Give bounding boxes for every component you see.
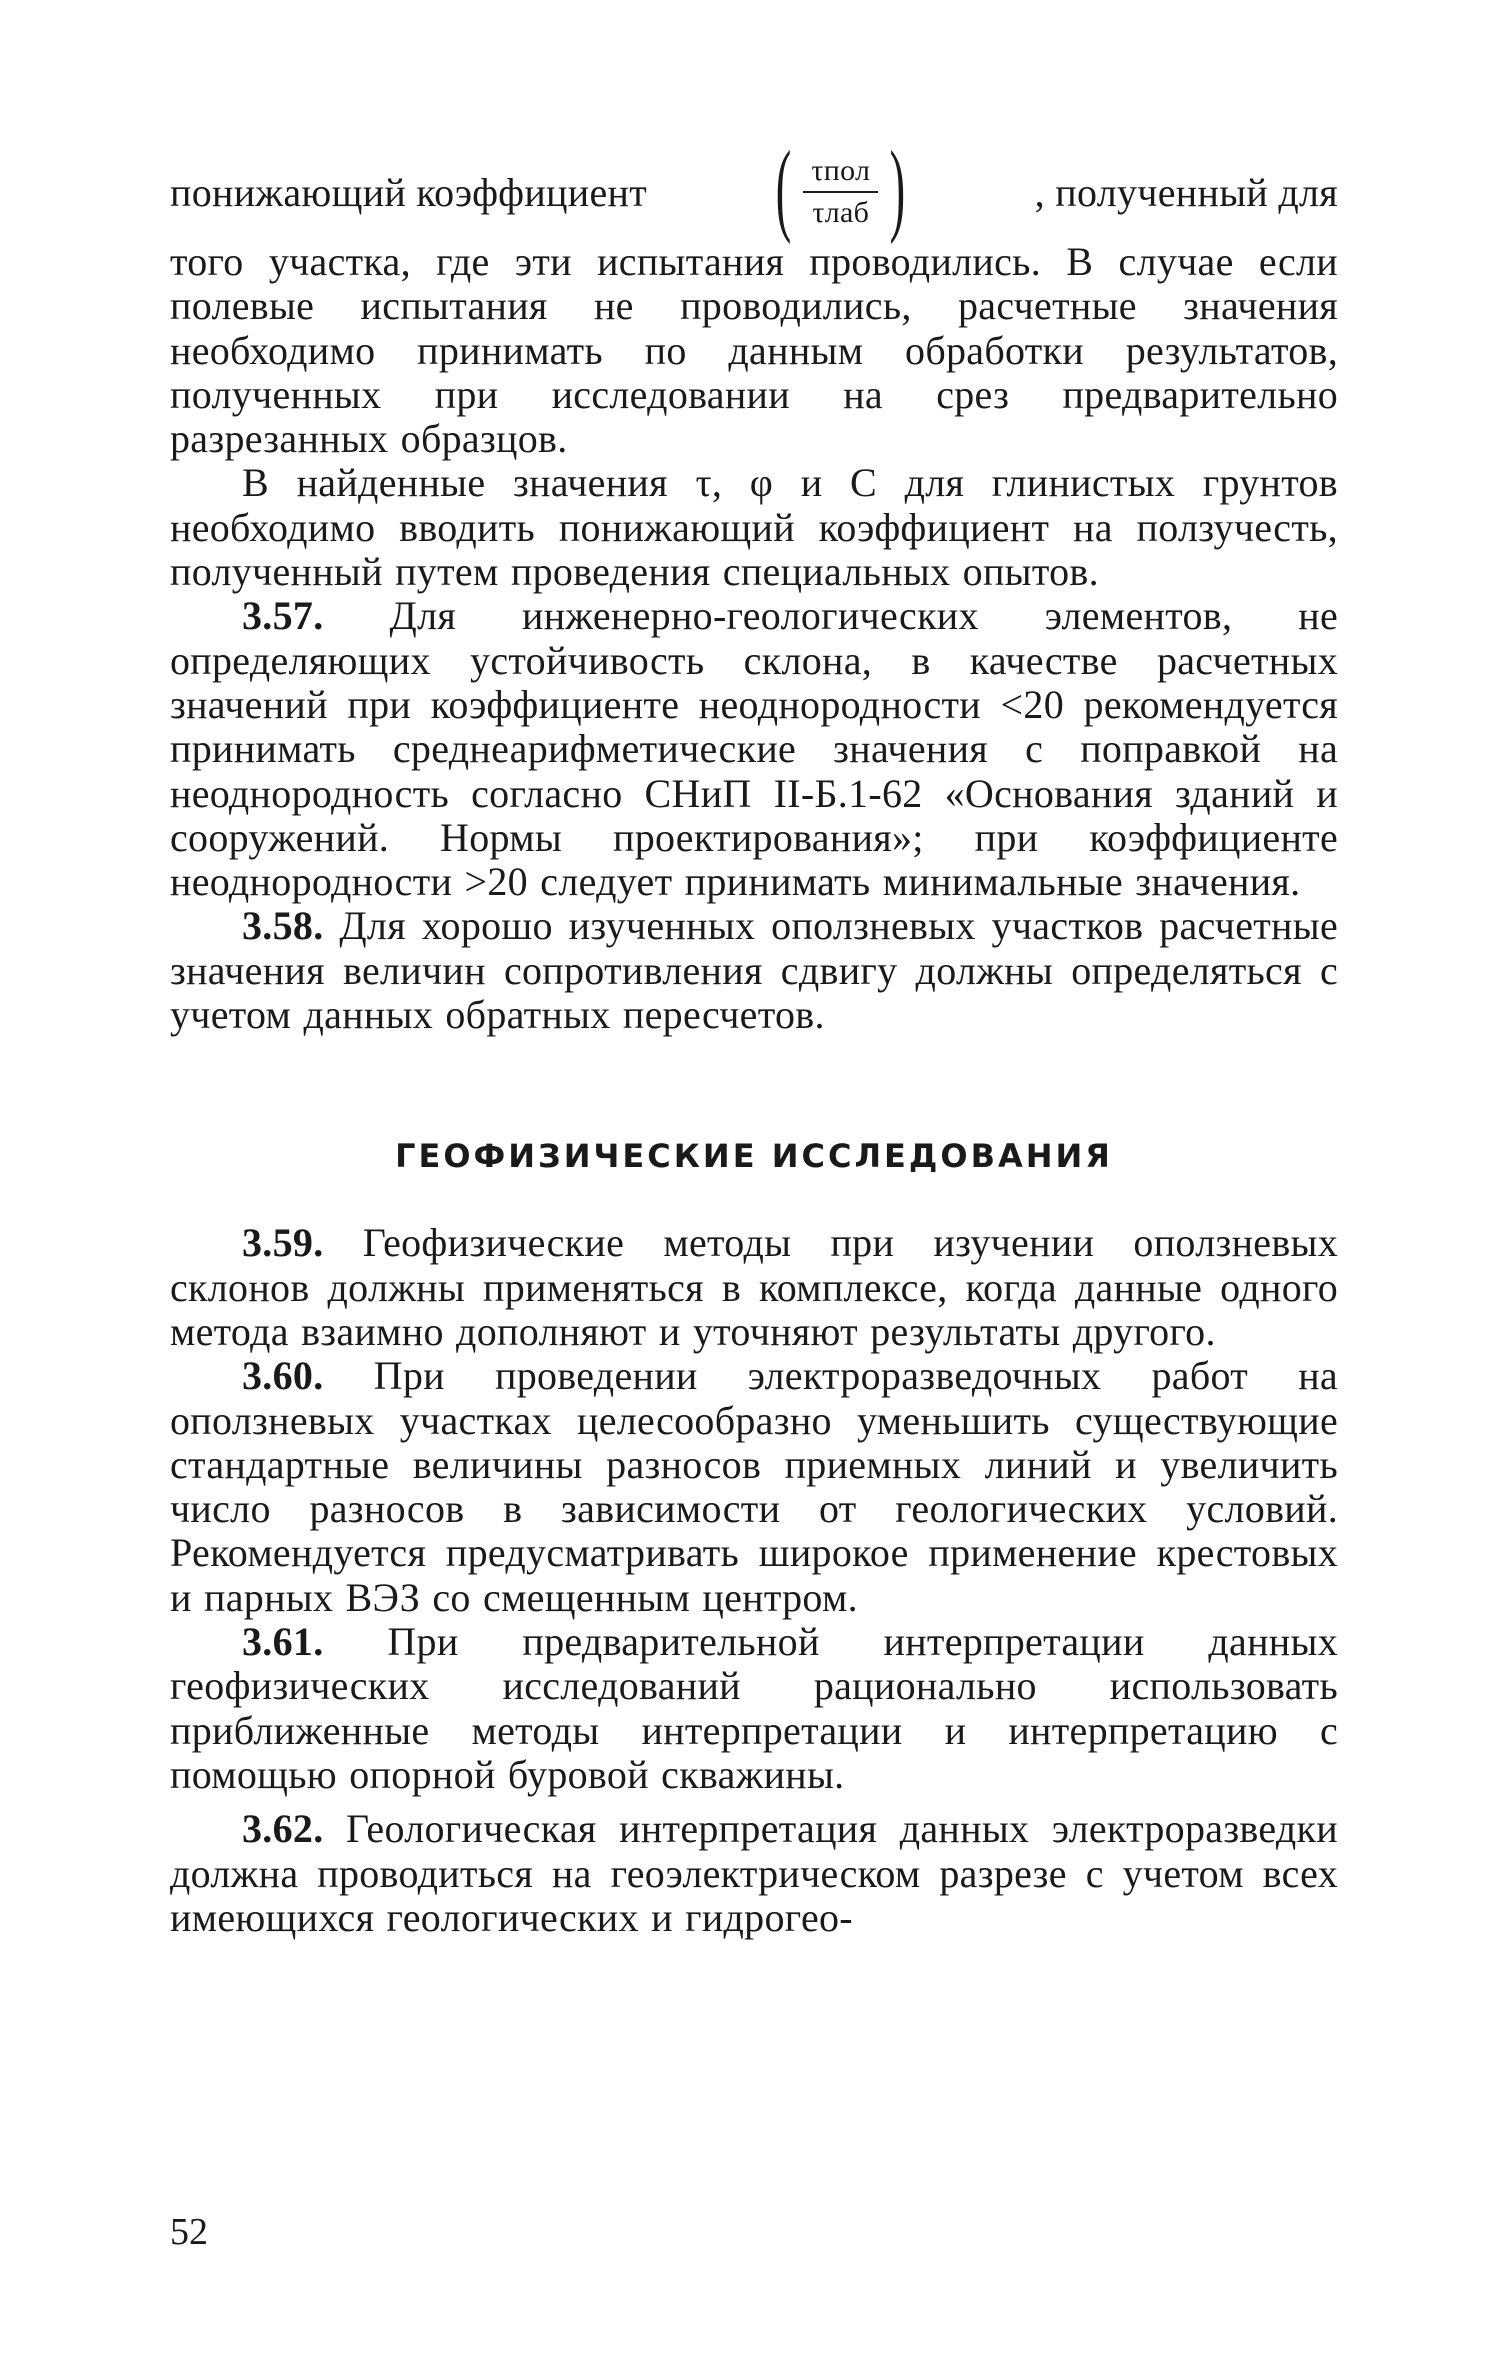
section-3-62 <box>170 1807 1338 1940</box>
section-text: При предварительной интерпретации данных геофизических исследований рационально использовать приближенные методы интерпретации и интерпретацию с помощью опорной буровой скважины. <box>170 1619 1338 1797</box>
intro-first-line <box>170 130 1338 245</box>
section-text: При проведении электроразведочных работ на оползневых участках целесообразно уменьшить существующие стандартные величины разносов приемных линий и увеличить число разносов в зависимости от геологических условий. Рекомендуется предусматривать широкое применение крестовых и парных ВЭЗ со смещенным центром. <box>170 1353 1338 1620</box>
fraction-denominator: τлаб <box>812 196 870 229</box>
fraction-numerator: τпол <box>803 155 878 193</box>
page-number: 52 <box>170 2211 208 2253</box>
section-text: Геофизические методы при изучении оползневых склонов должны применяться в комплексе, когда данные одного метода взаимно дополняют и уточняют результаты другого. <box>170 1220 1338 1354</box>
coefficient-fraction <box>766 130 915 245</box>
section-3-61 <box>170 1620 1338 1797</box>
paragraph-clay-soils: В найденные значения τ, φ и C для глинистых грунтов необходимо вводить понижающий коэффициент на ползучесть, полученный путем проведения специальных опытов. <box>170 460 1338 595</box>
section-text: Для хорошо изученных оползневых участков расчетные значения величин сопротивления сдвигу должны определяться с учетом данных обратных пересчетов. <box>170 903 1338 1038</box>
section-number: 3.62. <box>242 1806 324 1852</box>
section-3-58 <box>170 904 1338 1037</box>
fraction <box>803 155 878 229</box>
section-3-57 <box>170 594 1338 904</box>
intro-continuation: того участка, где эти испытания проводились. В случае если полевые испытания не проводились, расчетные значения необходимо принимать по данным обработки результатов, полученных при исследовании на срез предварительно разрезанных образцов. <box>170 239 1338 462</box>
section-3-59 <box>170 1221 1338 1354</box>
intro-before-fraction: понижающий коэффициент <box>170 169 647 215</box>
section-number: 3.59. <box>242 1220 324 1266</box>
right-parenthesis: ) <box>889 130 906 245</box>
section-number: 3.60. <box>242 1353 324 1399</box>
section-3-60 <box>170 1354 1338 1620</box>
left-parenthesis: ( <box>776 130 792 245</box>
intro-after-fraction: , полученный для <box>1034 169 1338 215</box>
section-heading: ГЕОФИЗИЧЕСКИЕ ИССЛЕДОВАНИЯ <box>395 1137 1113 1176</box>
page-body <box>170 130 1338 1940</box>
section-number: 3.57. <box>242 593 324 639</box>
section-text: Геологическая интерпретация данных электроразведки должна проводиться на геоэлектрическом разрезе с учетом всех имеющихся геологических и гидрогео- <box>170 1806 1338 1940</box>
section-number: 3.58. <box>242 903 324 949</box>
section-text: Для инженерно-геологических элементов, не определяющих устойчивость склона, в качестве расчетных значений при коэффициенте неоднородности <20 рекомендуется принимать среднеарифметические значения с поправкой на неоднородность согласно СНиП II-Б.1-62 «Основания зданий и сооружений. Нормы проектирования»; при коэффициенте неоднородности >20 следует принимать минимальные значения. <box>170 593 1338 905</box>
section-number: 3.61. <box>242 1619 324 1665</box>
